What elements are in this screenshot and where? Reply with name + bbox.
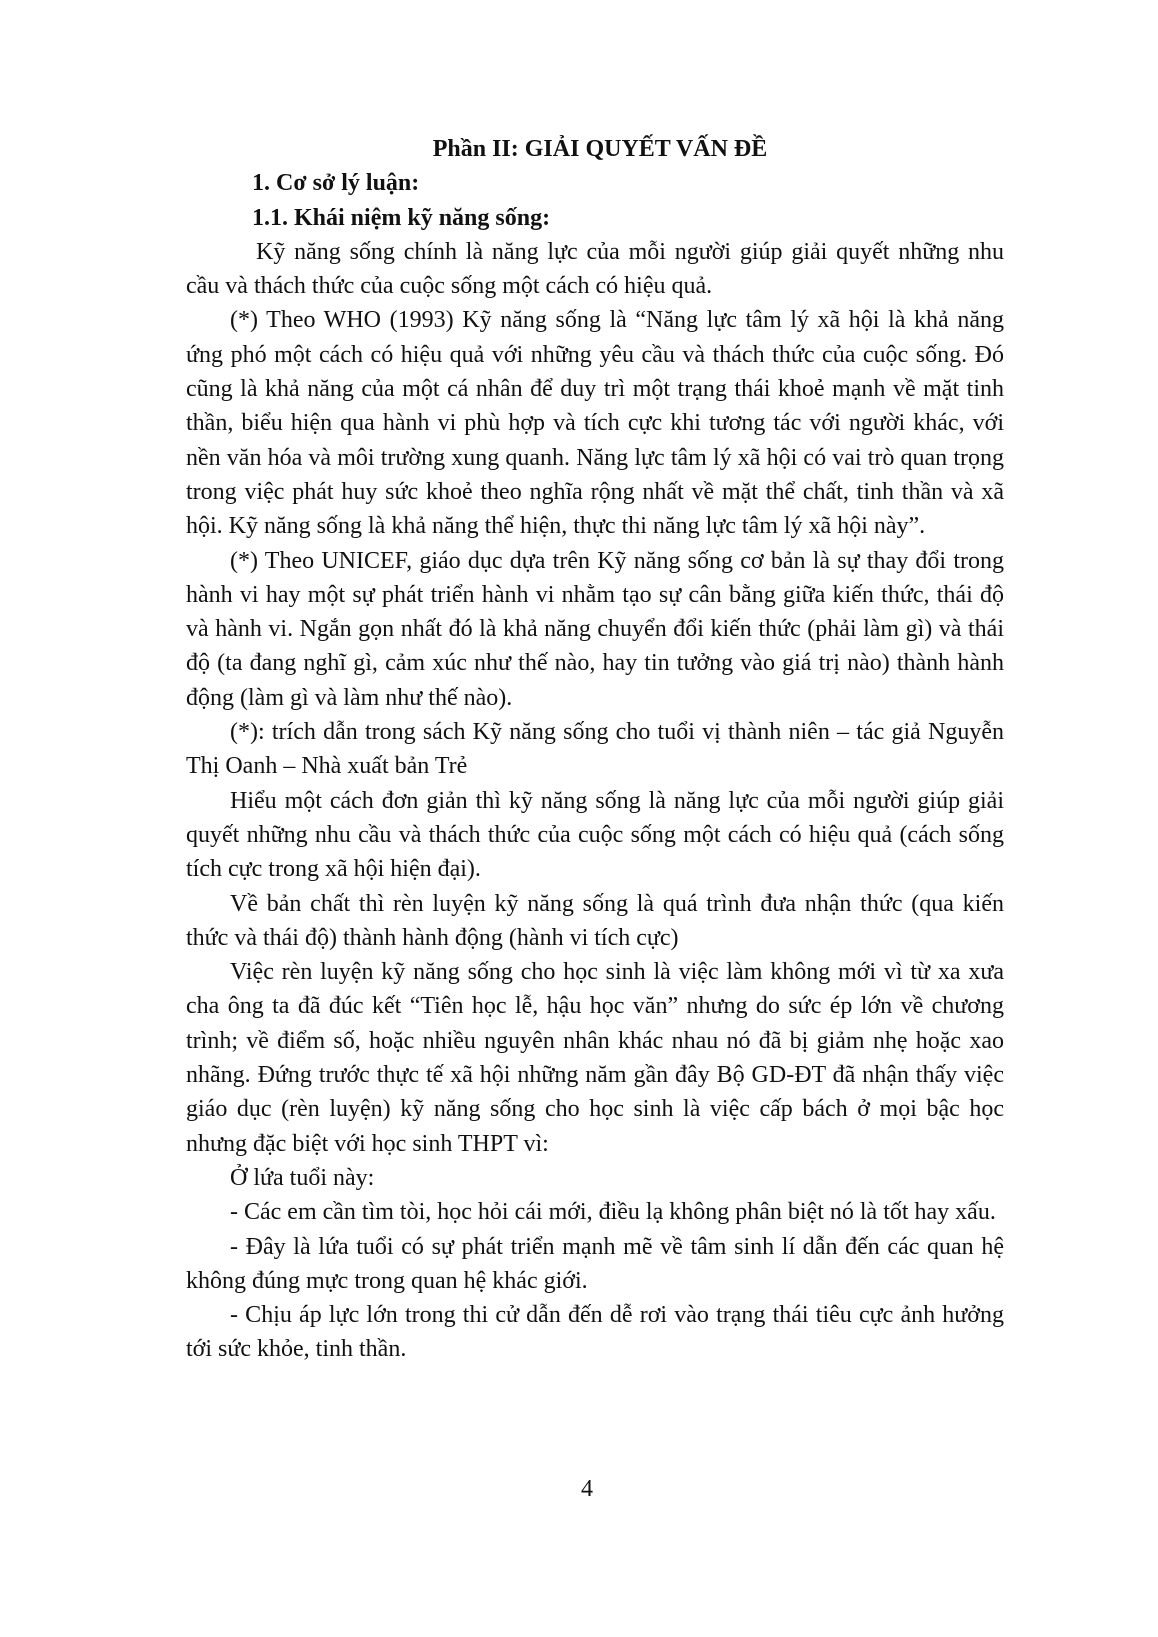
page-title: Phần II: GIẢI QUYẾT VẤN ĐỀ <box>432 136 768 162</box>
list-item: - Chịu áp lực lớn trong thi cử dẫn đến dễ rơi vào trạng thái tiêu cực ảnh hưởng tới sức khỏe, tinh thần. <box>186 1302 1004 1363</box>
paragraph-training: Việc rèn luyện kỹ năng sống cho học sinh là việc làm không mới vì từ xa xưa cha ông ta đã đúc kết “Tiên học lễ, hậu học văn” nhưng do sức ép lớn về chương trình; về điểm số, hoặc nhiều nguyên nhân khác nhau nó đã bị giảm nhẹ hoặc xao nhãng. Đứng trước thực tế xã hội những năm gần đây Bộ GD-ĐT đã nhận thấy việc giáo dục (rèn luyện) kỹ năng sống cho học sinh là việc cấp bách ở mọi bậc học nhưng đặc biệt với học sinh THPT vì: <box>186 959 1004 1157</box>
page-content <box>186 132 1004 1367</box>
paragraph-nature: Về bản chất thì rèn luyện kỹ năng sống là quá trình đưa nhận thức (qua kiến thức và thái độ) thành hành động (hành vi tích cực) <box>186 890 1004 951</box>
paragraph-who: (*) Theo WHO (1993) Kỹ năng sống là “Năng lực tâm lý xã hội là khả năng ứng phó một cách có hiệu quả với những yêu cầu và thách thức của cuộc sống. Đó cũng là khả năng của một cá nhân để duy trì một trạng thái khoẻ mạnh về mặt tinh thần, biểu hiện qua hành vi phù hợp và tích cực khi tương tác với người khác, với nền văn hóa và môi trường xung quanh. Năng lực tâm lý xã hội có vai trò quan trọng trong việc phát huy sức khoẻ theo nghĩa rộng nhất về mặt thể chất, tinh thần và xã hội. Kỹ năng sống là khả năng thể hiện, thực thi năng lực tâm lý xã hội này”. <box>186 307 1004 540</box>
section-heading-1: 1. Cơ sở lý luận: <box>252 170 420 197</box>
list-item: - Đây là lứa tuổi có sự phát triển mạnh mẽ về tâm sinh lí dẫn đến các quan hệ không đúng mực trong quan hệ khác giới. <box>186 1233 1004 1294</box>
page-number: 4 <box>581 1476 593 1502</box>
paragraph-definition: Kỹ năng sống chính là năng lực của mỗi người giúp giải quyết những nhu cầu và thách thức của cuộc sống một cách có hiệu quả. <box>186 238 1004 300</box>
section-heading-1-1: 1.1. Khái niệm kỹ năng sống: <box>252 204 551 231</box>
paragraph-simple-definition: Hiểu một cách đơn giản thì kỹ năng sống là năng lực của mỗi người giúp giải quyết những nhu cầu và thách thức của cuộc sống một cách có hiệu quả (cách sống tích cực trong xã hội hiện đại). <box>186 787 1004 883</box>
paragraph-age-intro: Ở lứa tuổi này: <box>230 1164 375 1191</box>
list-item: - Các em cần tìm tòi, học hỏi cái mới, điều lạ không phân biệt nó là tốt hay xấu. <box>230 1199 996 1226</box>
paragraph-citation: (*): trích dẫn trong sách Kỹ năng sống cho tuổi vị thành niên – tác giả Nguyễn Thị Oanh – Nhà xuất bản Trẻ <box>186 719 1004 780</box>
paragraph-unicef: (*) Theo UNICEF, giáo dục dựa trên Kỹ năng sống cơ bản là sự thay đổi trong hành vi hay một sự phát triển hành vi nhằm tạo sự cân bằng giữa kiến thức, thái độ và hành vi. Ngắn gọn nhất đó là khả năng chuyển đổi kiến thức (phải làm gì) và thái độ (ta đang nghĩ gì, cảm xúc như thế nào, hay tin tưởng vào giá trị nào) thành hành động (làm gì và làm như thế nào). <box>186 547 1004 711</box>
